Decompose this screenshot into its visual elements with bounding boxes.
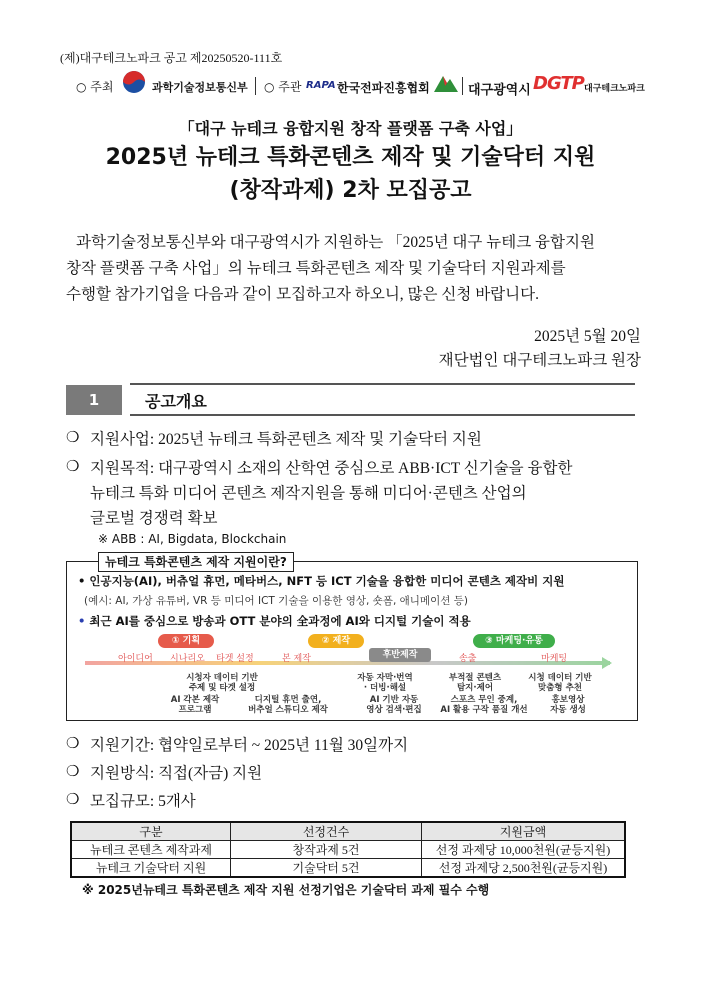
recruit-scale: 모집규모: 5개사 <box>90 793 196 810</box>
table-header: 구분 <box>71 822 231 841</box>
table-header-row <box>71 822 625 841</box>
task-label: 디지털 휴먼 출연, 버추얼 스튜디오 제작 <box>248 695 328 715</box>
notice-number: (제)대구테크노파크 공고 제20250520-111호 <box>60 51 283 65</box>
task-label: 자동 자막·번역 · 더빙·해설 <box>357 673 413 693</box>
timeline-word: 송출 <box>459 654 477 664</box>
government-emblem-icon <box>122 70 146 94</box>
rapa-logo: RAPA <box>306 80 336 91</box>
purpose-text: 지원목적: 대구광역시 소재의 산학연 중심으로 ABB·ICT 신기술을 융합한 <box>90 460 573 477</box>
timeline-word: 타겟 설정 <box>216 654 254 664</box>
section-rule <box>130 414 635 416</box>
divider <box>255 77 256 95</box>
timeline-bar <box>85 661 610 665</box>
timeline-word: 아이디어 <box>118 654 153 664</box>
dgtp-org-name: 대구테크노파크 <box>584 84 645 94</box>
dgtp-logo: DGTP <box>533 73 584 94</box>
section-number: 1 <box>66 385 122 415</box>
support-period: 지원기간: 협약일로부터 ~ 2025년 11월 30일까지 <box>90 737 409 754</box>
host-org-name: 과학기술정보통신부 <box>152 81 248 94</box>
table-row <box>71 859 625 878</box>
task-label: 시청 데이터 기반 맞춤형 추천 <box>528 673 592 693</box>
timeline-word: 본 제작 <box>282 654 311 664</box>
timeline-word: 시나리오 <box>170 654 205 664</box>
support-method: 지원방식: 직접(자금) 지원 <box>90 765 263 782</box>
intro-text: 과학기술정보통신부와 대구광역시가 지원하는 「2025년 대구 뉴테크 융합지원 <box>76 234 595 251</box>
task-label: 스포츠 무인 중계, AI 활용 구작 품질 개선 <box>440 695 528 715</box>
organizer-label: ○ 주관 <box>264 80 302 94</box>
divider <box>462 77 463 95</box>
timeline-word: 마케팅 <box>541 654 568 664</box>
table-header: 지원금액 <box>422 822 626 841</box>
table-cell: 기술닥터 5건 <box>231 859 422 878</box>
info-point-1-example: (예시: AI, 가상 유튜버, VR 등 미디어 ICT 기술을 이용한 영상, 숏폼, 애니메이션 등) <box>84 595 468 607</box>
intro-text: 창작 플랫폼 구축 사업」의 뉴테크 특화콘텐츠 제작 및 기술닥터 지원과제를 <box>66 260 566 277</box>
intro-text: 수행할 참가기업을 다음과 같이 모집하고자 하오니, 많은 신청 바랍니다. <box>66 286 539 303</box>
info-box-title: 뉴테크 특화콘텐츠 제작 지원이란? <box>98 552 294 572</box>
task-label: AI 기반 자동 영상 검색·편집 <box>366 695 422 715</box>
circle-bullet-icon: ❍ <box>66 790 80 808</box>
page-title: 2025년 뉴테크 특화콘텐츠 제작 및 기술닥터 지원 <box>105 145 596 170</box>
table-cell: 뉴테크 기술닥터 지원 <box>71 859 231 878</box>
task-label: 시청자 데이터 기반 주제 및 타겟 설정 <box>186 673 258 693</box>
daegu-city-name: 대구광역시 <box>468 83 531 98</box>
footnote: ※ 2025년뉴테크 특화콘텐츠 제작 지원 선정기업은 기술닥터 과제 필수 수행 <box>82 883 490 897</box>
rapa-org-name: 한국전파진흥협회 <box>337 81 430 95</box>
circle-bullet-icon: ❍ <box>66 734 80 752</box>
section-title: 공고개요 <box>145 392 207 411</box>
table-cell: 뉴테크 콘텐츠 제작과제 <box>71 841 231 859</box>
table-cell: 창작과제 5건 <box>231 841 422 859</box>
table-cell: 선정 과제당 10,000천원(균등지원) <box>422 841 626 859</box>
stage-planning: ① 기획 <box>158 634 214 648</box>
stage-marketing: ③ 마케팅·유통 <box>473 634 555 648</box>
abb-note: ※ ABB : AI, Bigdata, Blockchain <box>98 532 287 546</box>
table-cell: 선정 과제당 2,500천원(균등지원) <box>422 859 626 878</box>
table-header: 선정건수 <box>231 822 422 841</box>
selection-table <box>70 821 626 878</box>
arrow-right-icon <box>602 657 612 669</box>
circle-bullet-icon: ❍ <box>66 428 80 446</box>
host-label: ○ 주최 <box>76 80 114 94</box>
title-subheading: 「대구 뉴테크 융합지원 창작 플랫폼 구축 사업」 <box>178 119 523 138</box>
support-project: 지원사업: 2025년 뉴테크 특화콘텐츠 제작 및 기술닥터 지원 <box>90 431 482 448</box>
notice-date: 2025년 5월 20일 <box>534 328 641 345</box>
info-point-2: • 최근 AI를 중심으로 방송과 OTT 분야의 全과정에 AI와 디지털 기술이 적용 <box>78 614 471 628</box>
section-rule <box>130 383 635 385</box>
purpose-text: 글로벌 경쟁력 확보 <box>90 510 218 527</box>
stage-post-production: 후반제작 <box>369 648 431 662</box>
info-point-1: • 인공지능(AI), 버츄얼 휴먼, 메타버스, NFT 등 ICT 기술을 융합한 미디어 콘텐츠 제작비 지원 <box>78 574 565 588</box>
page-title-line2: (창작과제) 2차 모집공고 <box>229 178 472 203</box>
daegu-logo-icon <box>433 72 459 94</box>
circle-bullet-icon: ❍ <box>66 762 80 780</box>
purpose-text: 뉴테크 특화 미디어 콘텐츠 제작지원을 통해 미디어·콘텐츠 산업의 <box>90 485 527 502</box>
table-row <box>71 841 625 859</box>
task-label: 홍보영상 자동 생성 <box>550 695 586 715</box>
signer: 재단법인 대구테크노파크 원장 <box>438 352 641 369</box>
task-label: 부적절 콘텐츠 탐지·제어 <box>448 673 502 693</box>
circle-bullet-icon: ❍ <box>66 457 80 475</box>
task-label: AI 각본 제작 프로그램 <box>170 695 220 715</box>
stage-production: ② 제작 <box>308 634 364 648</box>
